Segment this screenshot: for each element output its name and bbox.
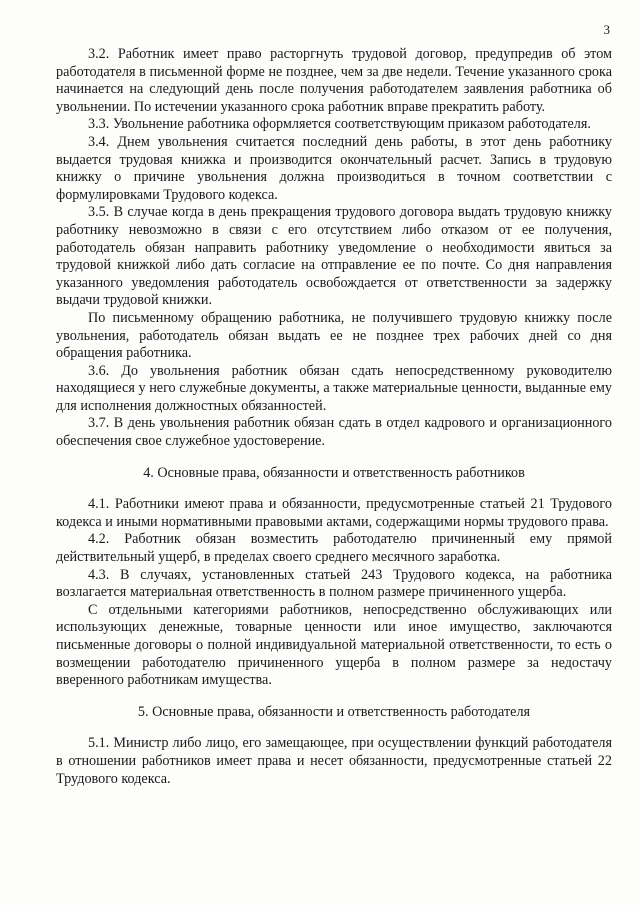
paragraph-3-7: 3.7. В день увольнения работник обязан сдать в отдел кадрового и организационного обеспечения свое служебное удостоверение.: [56, 415, 612, 450]
paragraph-3-6: 3.6. До увольнения работник обязан сдать непосредственному руководителю находящиеся у него служебные документы, а также материальные ценности, выданные ему для исполнения должностных обязанностей.: [56, 362, 612, 414]
document-body: [56, 46, 612, 788]
paragraph-3-4: 3.4. Днем увольнения считается последний день работы, в этот день работнику выдается трудовая книжка и производится окончательный расчет. Запись в трудовую книжку о причине увольнения должна производиться в точном соответствии с формулировками Трудового кодекса.: [56, 133, 612, 203]
paragraph-3-5: 3.5. В случае когда в день прекращения трудового договора выдать трудовую книжку работнику невозможно в связи с его отсутствием либо отказом от ее получения, работодатель обязан направить работнику уведомление о необходимости явиться за трудовой книжкой либо дать согласие на отправление ее по почте. Со дня направления указанного уведомления работодатель освобождается от ответственности за задержку выдачи трудовой книжки.: [56, 204, 612, 309]
paragraph-4-2: 4.2. Работник обязан возместить работодателю причиненный ему прямой действительный ущерб, в пределах своего среднего месячного заработка.: [56, 531, 612, 566]
paragraph-5-1: 5.1. Министр либо лицо, его замещающее, при осуществлении функций работодателя в отношении работников имеет права и несет обязанности, предусмотренные статьей 22 Трудового кодекса.: [56, 735, 612, 787]
section-4-heading: 4. Основные права, обязанности и ответственность работников: [143, 464, 525, 481]
section-5-heading: 5. Основные права, обязанности и ответственность работодателя: [137, 703, 531, 720]
paragraph-3-5-continued: По письменному обращению работника, не получившего трудовую книжку после увольнения, работодатель обязан выдать ее не позднее трех рабочих дней со дня обращения работника.: [56, 309, 612, 362]
paragraph-4-3: 4.3. В случаях, установленных статьей 243 Трудового кодекса, на работника возлагается материальная ответственность в полном размере причиненного ущерба.: [56, 566, 612, 601]
paragraph-3-3: 3.3. Увольнение работника оформляется соответствующим приказом работодателя.: [88, 116, 591, 133]
page-number: 3: [603, 22, 610, 37]
paragraph-4-3-continued: С отдельными категориями работников, непосредственно обслуживающих или использующих денежные, товарные ценности или иное имущество, заключаются письменные договоры о полной индивидуальной материальной ответственности, то есть о возмещении работодателю причиненного ущерба в полном размере за недостачу вверенного работникам имущества.: [56, 601, 612, 689]
paragraph-3-2: 3.2. Работник имеет право расторгнуть трудовой договор, предупредив об этом работодателя в письменной форме не позднее, чем за две недели. Течение указанного срока начинается на следующий день после получения работодателем заявления работника об увольнении. По истечении указанного срока работник вправе прекратить работу.: [56, 46, 612, 115]
paragraph-4-1: 4.1. Работники имеют права и обязанности, предусмотренные статьей 21 Трудового кодекса и иными нормативными правовыми актами, содержащими нормы трудового права.: [56, 496, 612, 530]
